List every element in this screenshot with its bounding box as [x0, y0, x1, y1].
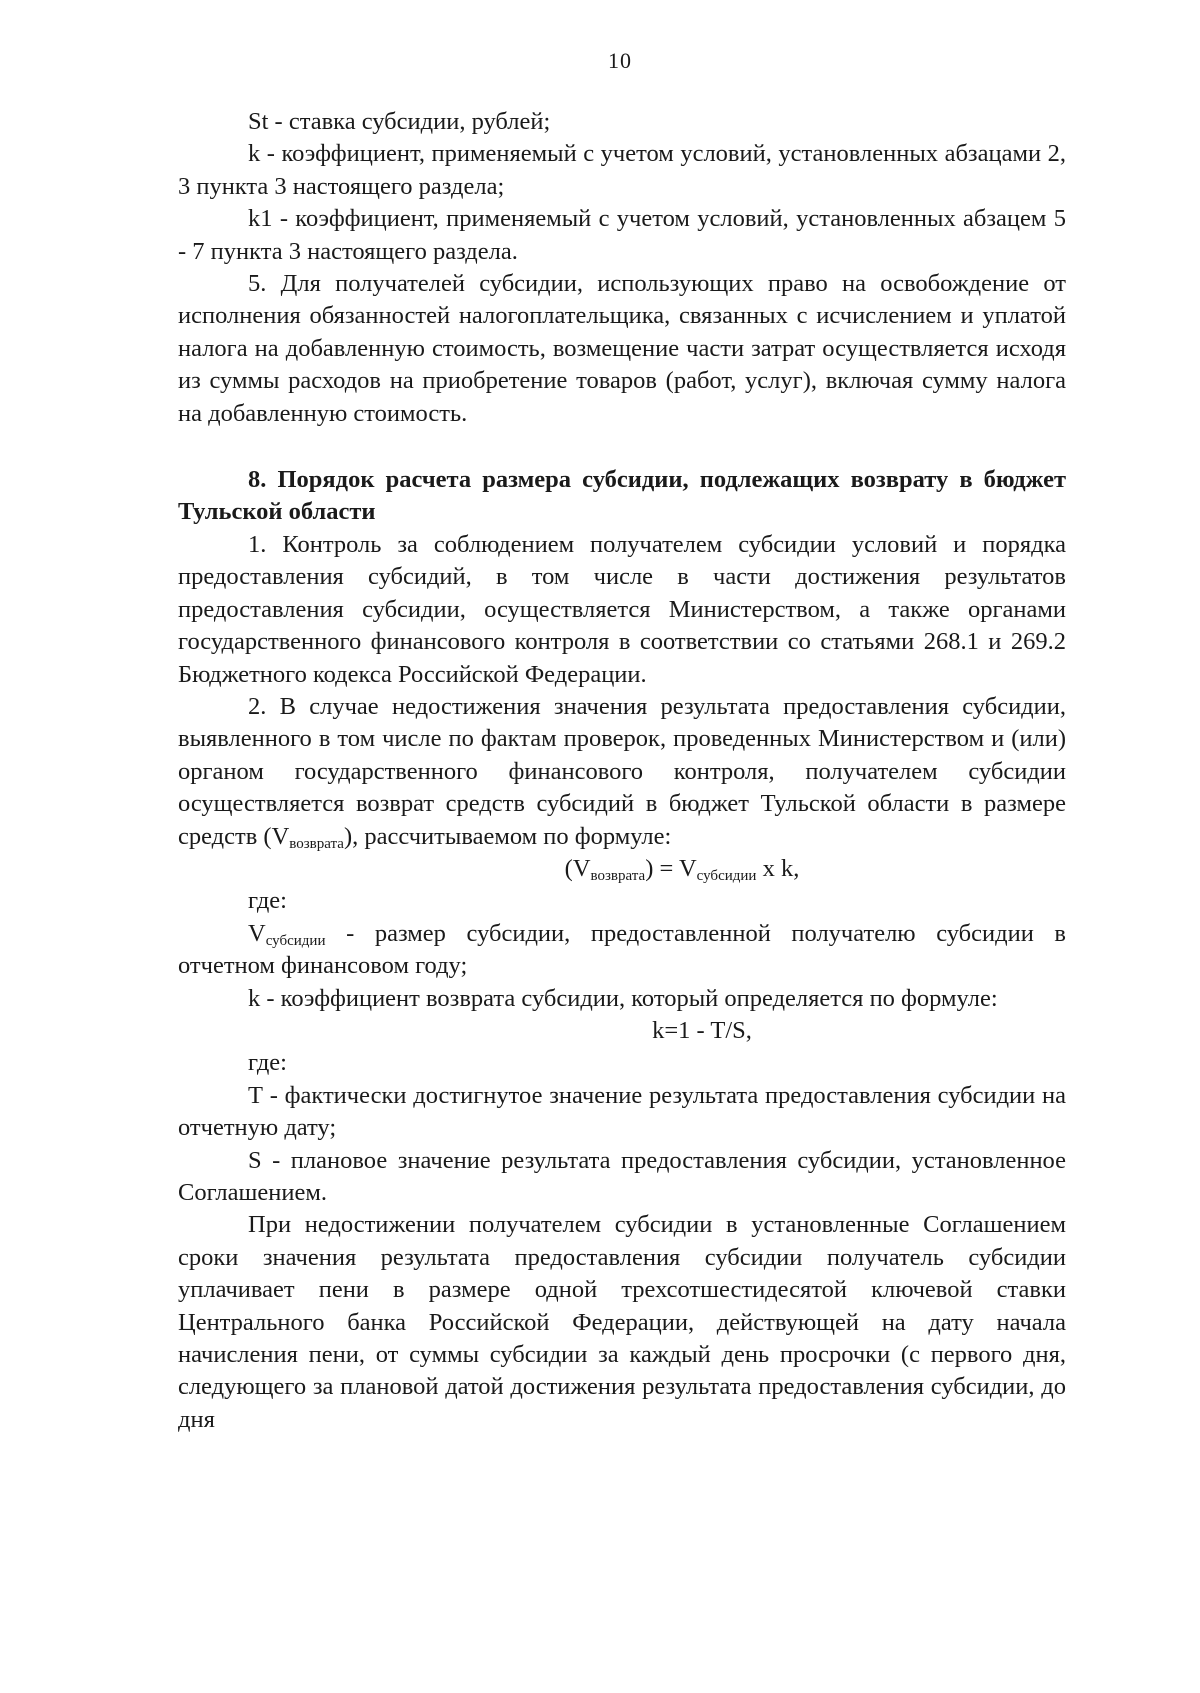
where-label: где:: [248, 1049, 287, 1077]
paragraph-item-2: [178, 691, 1066, 853]
formula-part: ) = V: [645, 854, 697, 882]
paragraph-s: S - плановое значение результата предоставления субсидии, установленное Соглашением.: [178, 1146, 1066, 1206]
paragraph-t: Т - фактически достигнутое значение результата предоставления субсидии на отчетную дату;: [178, 1081, 1066, 1142]
subscript-vozvrata: возврата: [289, 835, 344, 852]
paragraph-item-2-end: ), рассчитываемом по формуле:: [343, 822, 672, 850]
paragraph-k: k - коэффициент, применяемый с учетом условий, установленных абзацами 2, 3 пункта 3 настоящего раздела;: [178, 140, 1066, 200]
paragraph-item-2-text: 2. В случае недостижения значения результата предоставления субсидии, выявленного в том числе по фактам проверок, проведенных Министерством и (или) органом государственного финансового контроля, получателем субсидии осуществляется возврат средств субсидий в бюджет Тульской области в размере средств (V: [178, 692, 1066, 850]
formula-subscript: возврата: [590, 867, 646, 884]
section-heading: 8. Порядок расчета размера субсидии, подлежащих возврату в бюджет Тульской области: [178, 466, 1066, 526]
paragraph-k-coefficient: k - коэффициент возврата субсидии, который определяется по формуле:: [248, 984, 998, 1012]
paragraph-st: St - ставка субсидии, рублей;: [248, 108, 551, 135]
formula-subscript: субсидии: [696, 867, 757, 884]
where-label: где:: [248, 887, 287, 915]
paragraph-penalty: При недостижении получателем субсидии в установленные Соглашением сроки значения результата предоставления субсидии получатель субсидии уплачивает пени в размере одной трехсотшестидесятой ключевой ставки Центрального банка Российской Федерации, действующей на дату начала начисления пени, от суммы субсидии за каждый день просрочки (с первого дня, следующего за плановой датой достижения результата предоставления субсидии, до дня: [178, 1211, 1066, 1433]
formula-k: k=1 - T/S,: [652, 1016, 752, 1044]
subscript-subsidii: субсидии: [265, 932, 326, 949]
page-number: 10: [608, 48, 632, 73]
formula-part: x k,: [756, 854, 800, 882]
paragraph-k1: k1 - коэффициент, применяемый с учетом условий, установленных абзацем 5 - 7 пункта 3 настоящего раздела.: [178, 205, 1066, 265]
paragraph-v-text: - размер субсидии, предоставленной получателю субсидии в отчетном финансовом году;: [178, 919, 1066, 980]
paragraph-v-subsidy: [178, 918, 1066, 983]
variable-v: V: [248, 919, 266, 947]
paragraph-item-5: 5. Для получателей субсидии, использующих право на освобождение от исполнения обязанностей налогоплательщика, связанных с исчислением и уплатой налога на добавленную стоимость, возмещение части затрат осуществляется исходя из суммы расходов на приобретение товаров (работ, услуг), включая сумму налога на добавленную стоимость.: [178, 270, 1066, 427]
formula-part: (V: [564, 854, 591, 882]
formula-refund: [178, 853, 1066, 885]
document-body: [178, 106, 1066, 1436]
paragraph-item-1: 1. Контроль за соблюдением получателем субсидии условий и порядка предоставления субсидий, в том числе в части достижения результатов предоставления субсидии, осуществляется Министерством, а также органами государственного финансового контроля в соответствии со статьями 268.1 и 269.2 Бюджетного кодекса Российской Федерации.: [178, 530, 1066, 688]
